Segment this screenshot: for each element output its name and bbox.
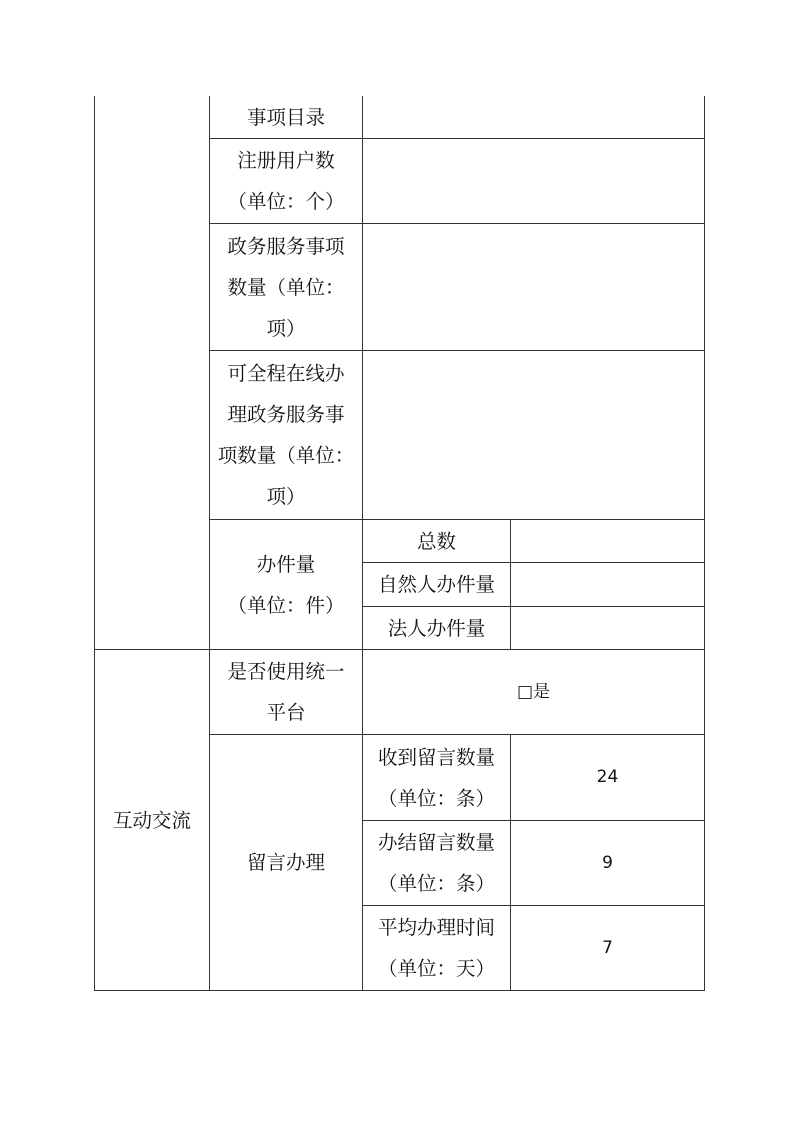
- label-unified-platform: 是否使用统一 平台: [209, 649, 363, 735]
- label-avg-time: 平均办理时间 （单位：天）: [362, 905, 511, 991]
- label-completed: 办结留言数量 （单位：条）: [362, 820, 511, 906]
- section-interaction: 互动交流: [94, 649, 210, 991]
- label-cases-legal: 法人办件量: [362, 606, 511, 650]
- label-catalog: 事项目录: [209, 96, 363, 139]
- label-service-items: 政务服务事项 数量（单位： 项）: [209, 223, 363, 351]
- value-registered-users: [362, 138, 705, 224]
- value-online-items: [362, 350, 705, 520]
- value-cases-natural: [510, 562, 705, 607]
- value-avg-time: 7: [510, 905, 705, 991]
- label-registered-users: 注册用户数 （单位：个）: [209, 138, 363, 224]
- value-catalog: [362, 96, 705, 139]
- value-service-items: [362, 223, 705, 351]
- label-received: 收到留言数量 （单位：条）: [362, 734, 511, 821]
- label-cases-natural: 自然人办件量: [362, 562, 511, 607]
- label-cases: 办件量 （单位：件）: [209, 519, 363, 650]
- value-received: 24: [510, 734, 705, 821]
- value-cases-legal: [510, 606, 705, 650]
- section-cell-empty: [94, 96, 210, 650]
- label-online-items: 可全程在线办 理政务服务事 项数量（单位： 项）: [209, 350, 363, 520]
- label-cases-total: 总数: [362, 519, 511, 563]
- value-unified-platform: □是: [362, 649, 705, 735]
- value-completed: 9: [510, 820, 705, 906]
- value-cases-total: [510, 519, 705, 563]
- label-messages: 留言办理: [209, 734, 363, 991]
